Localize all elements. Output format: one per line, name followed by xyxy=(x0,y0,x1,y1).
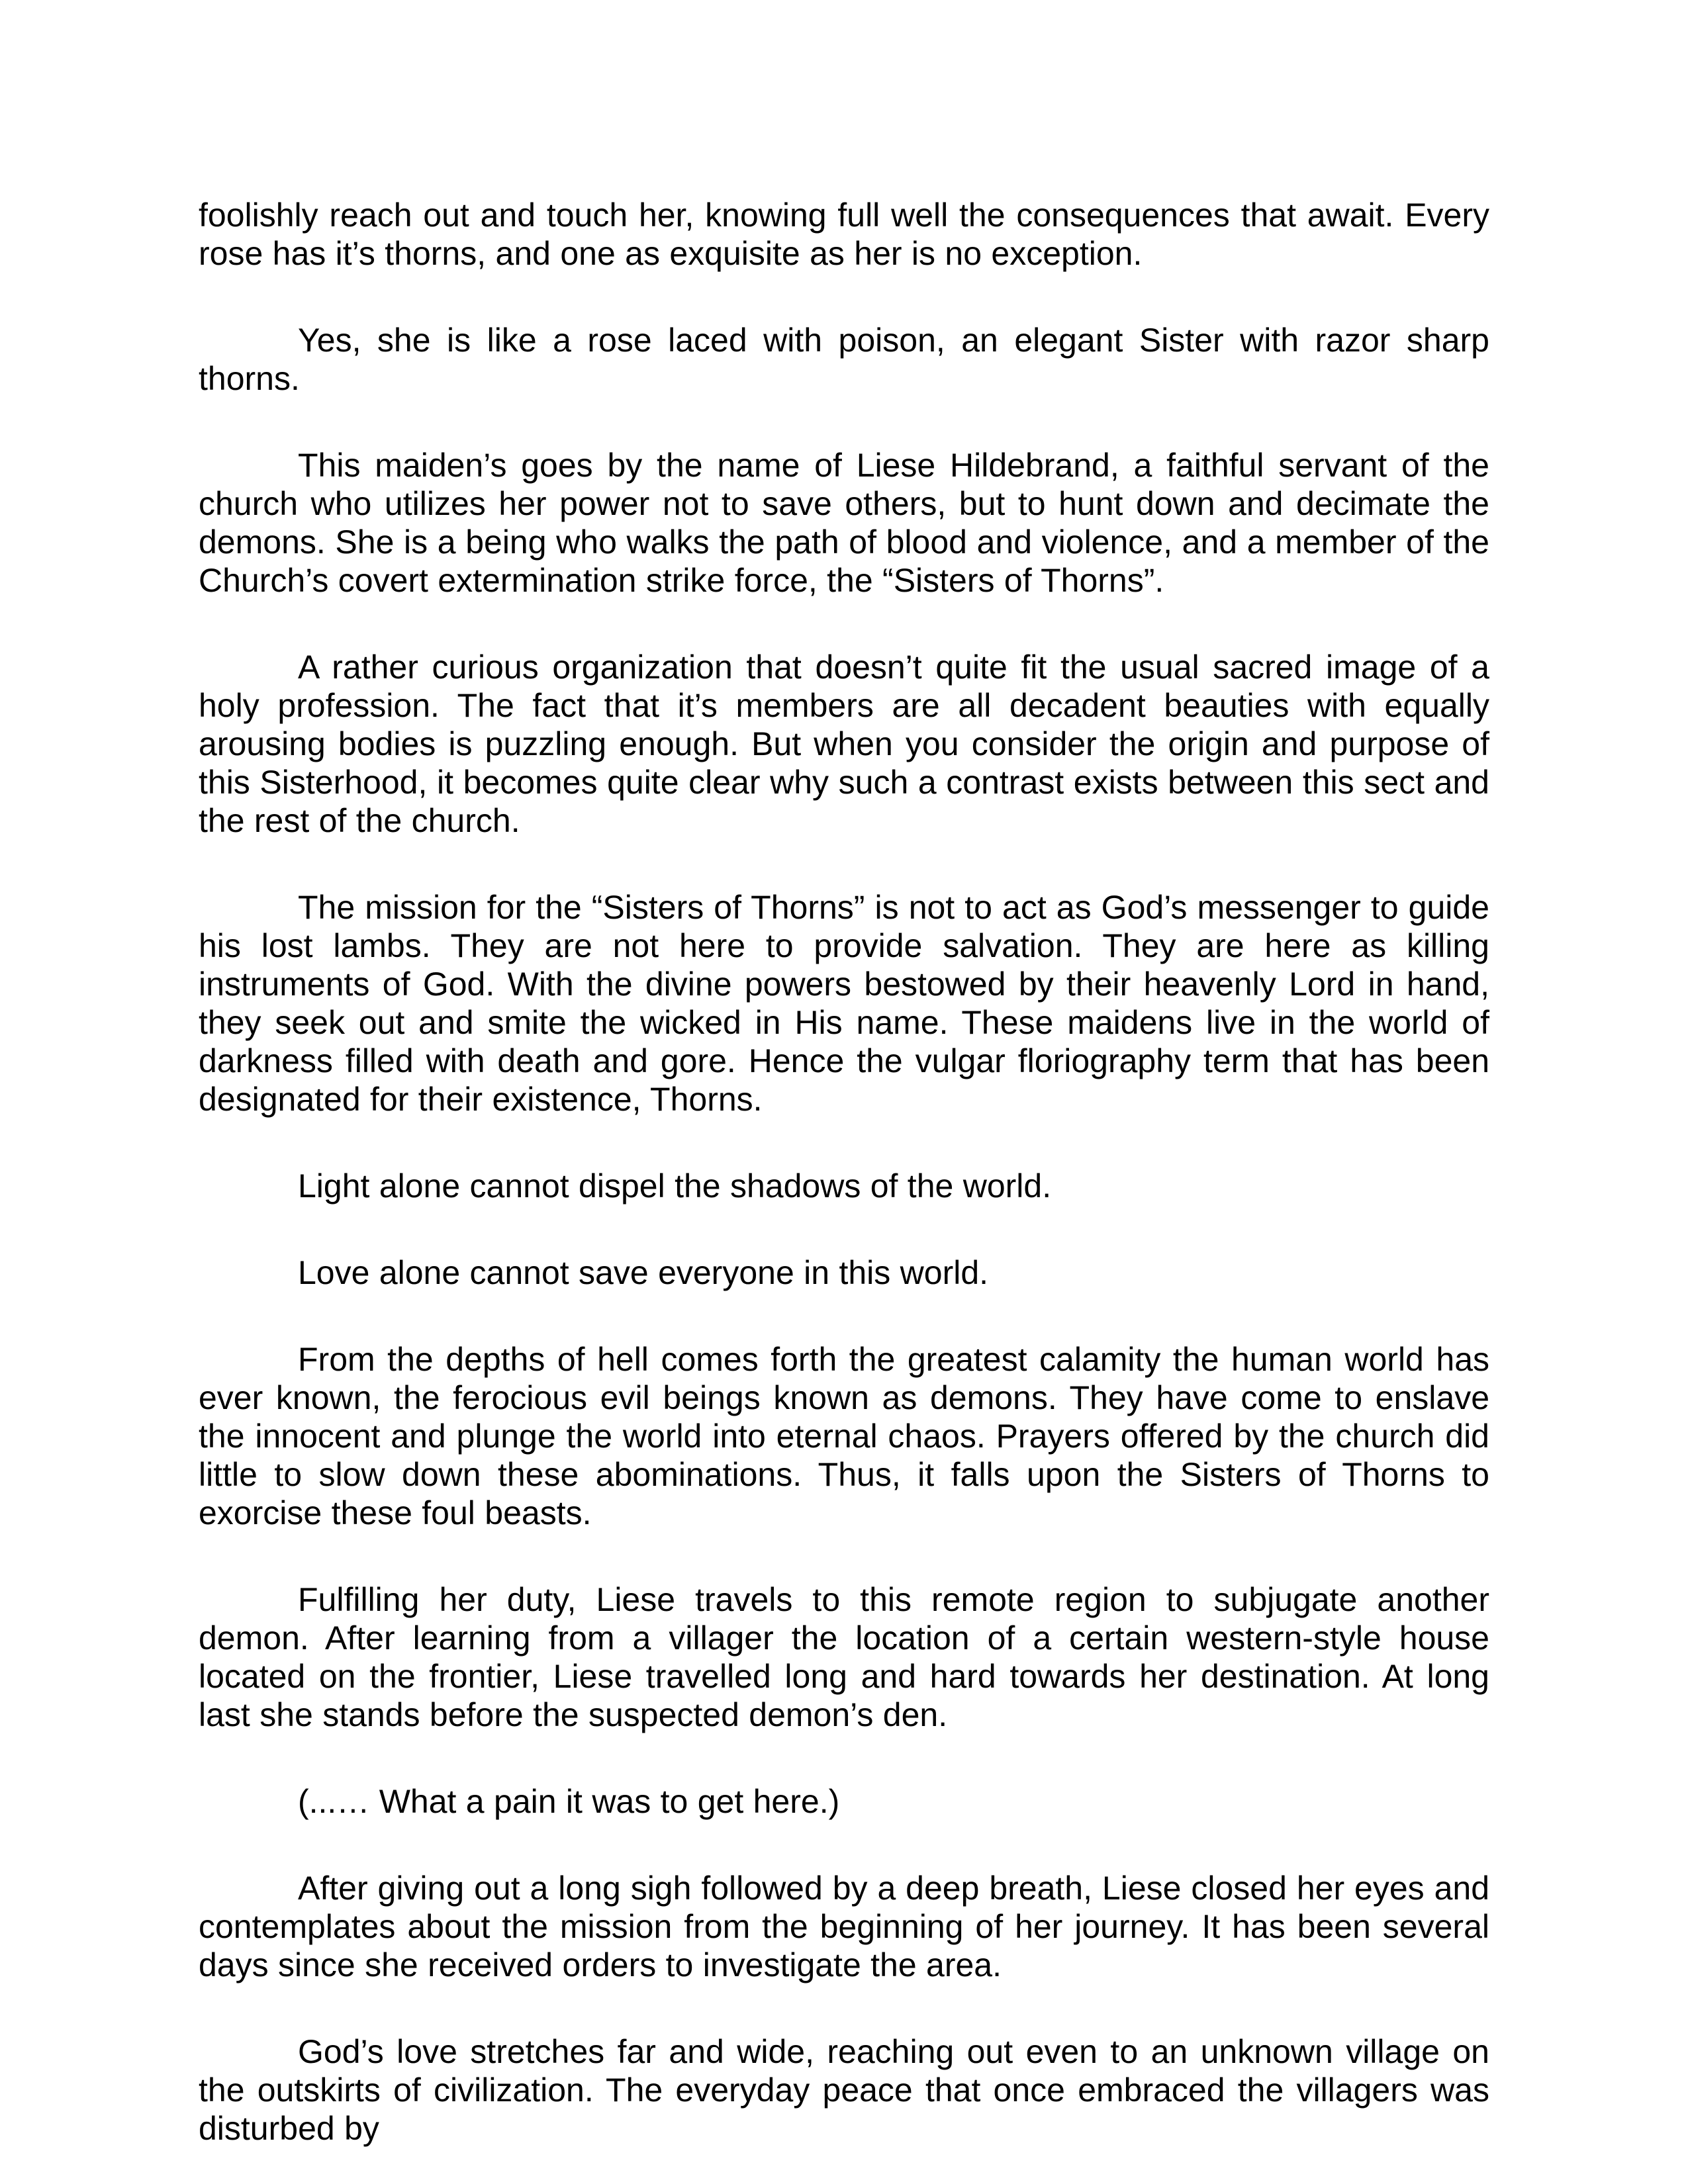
paragraph-10: (...… What a pain it was to get here.) xyxy=(298,1783,840,1820)
document-text xyxy=(199,196,1489,2148)
paragraph-12: God’s love stretches far and wide, reaching out even to an unknown village on the outskirts of civilization. The everyday peace that once embraced the villagers was disturbed by xyxy=(199,2033,1489,2147)
paragraph-4: A rather curious organization that doesn’t quite fit the usual sacred image of a holy profession. The fact that it’s members are all decadent beauties with equally arousing bodies is puzzling enough. But when you consider the origin and purpose of this Sisterhood, it becomes quite clear why such a contrast exists between this sect and the rest of the church. xyxy=(199,649,1489,839)
paragraph-3: This maiden’s goes by the name of Liese Hildebrand, a faithful servant of the church who utilizes her power not to save others, but to hunt down and decimate the demons. She is a being who walks the path of blood and violence, and a member of the Church’s covert extermination strike force, the “Sisters of Thorns”. xyxy=(199,447,1489,599)
paragraph-6: Light alone cannot dispel the shadows of the world. xyxy=(298,1167,1052,1205)
paragraph-5: The mission for the “Sisters of Thorns” is not to act as God’s messenger to guide his lost lambs. They are not here to provide salvation. They are here as killing instruments of God. With the divine powers bestowed by their heavenly Lord in hand, they seek out and smite the wicked in His name. These maidens live in the world of darkness filled with death and gore. Hence the vulgar floriography term that has been designated for their existence, Thorns. xyxy=(199,889,1489,1118)
paragraph-7: Love alone cannot save everyone in this world. xyxy=(298,1254,989,1291)
paragraph-1: foolishly reach out and touch her, knowing full well the consequences that await. Every rose has it’s thorns, and one as exquisite as her is no exception. xyxy=(199,197,1489,272)
paragraph-8: From the depths of hell comes forth the greatest calamity the human world has ever known, the ferocious evil beings known as demons. They have come to enslave the innocent and plunge the world into eternal chaos. Prayers offered by the church did little to slow down these abominations. Thus, it falls upon the Sisters of Thorns to exorcise these foul beasts. xyxy=(199,1341,1489,1531)
paragraph-2: Yes, she is like a rose laced with poison, an elegant Sister with razor sharp thorns. xyxy=(199,322,1489,397)
paragraph-11: After giving out a long sigh followed by a deep breath, Liese closed her eyes and contemplates about the mission from the beginning of her journey. It has been several days since she received orders to investigate the area. xyxy=(199,1870,1489,1983)
paragraph-9: Fulfilling her duty, Liese travels to this remote region to subjugate another demon. After learning from a villager the location of a certain western-style house located on the frontier, Liese travelled long and hard towards her destination. At long last she stands before the suspected demon’s den. xyxy=(199,1581,1489,1733)
